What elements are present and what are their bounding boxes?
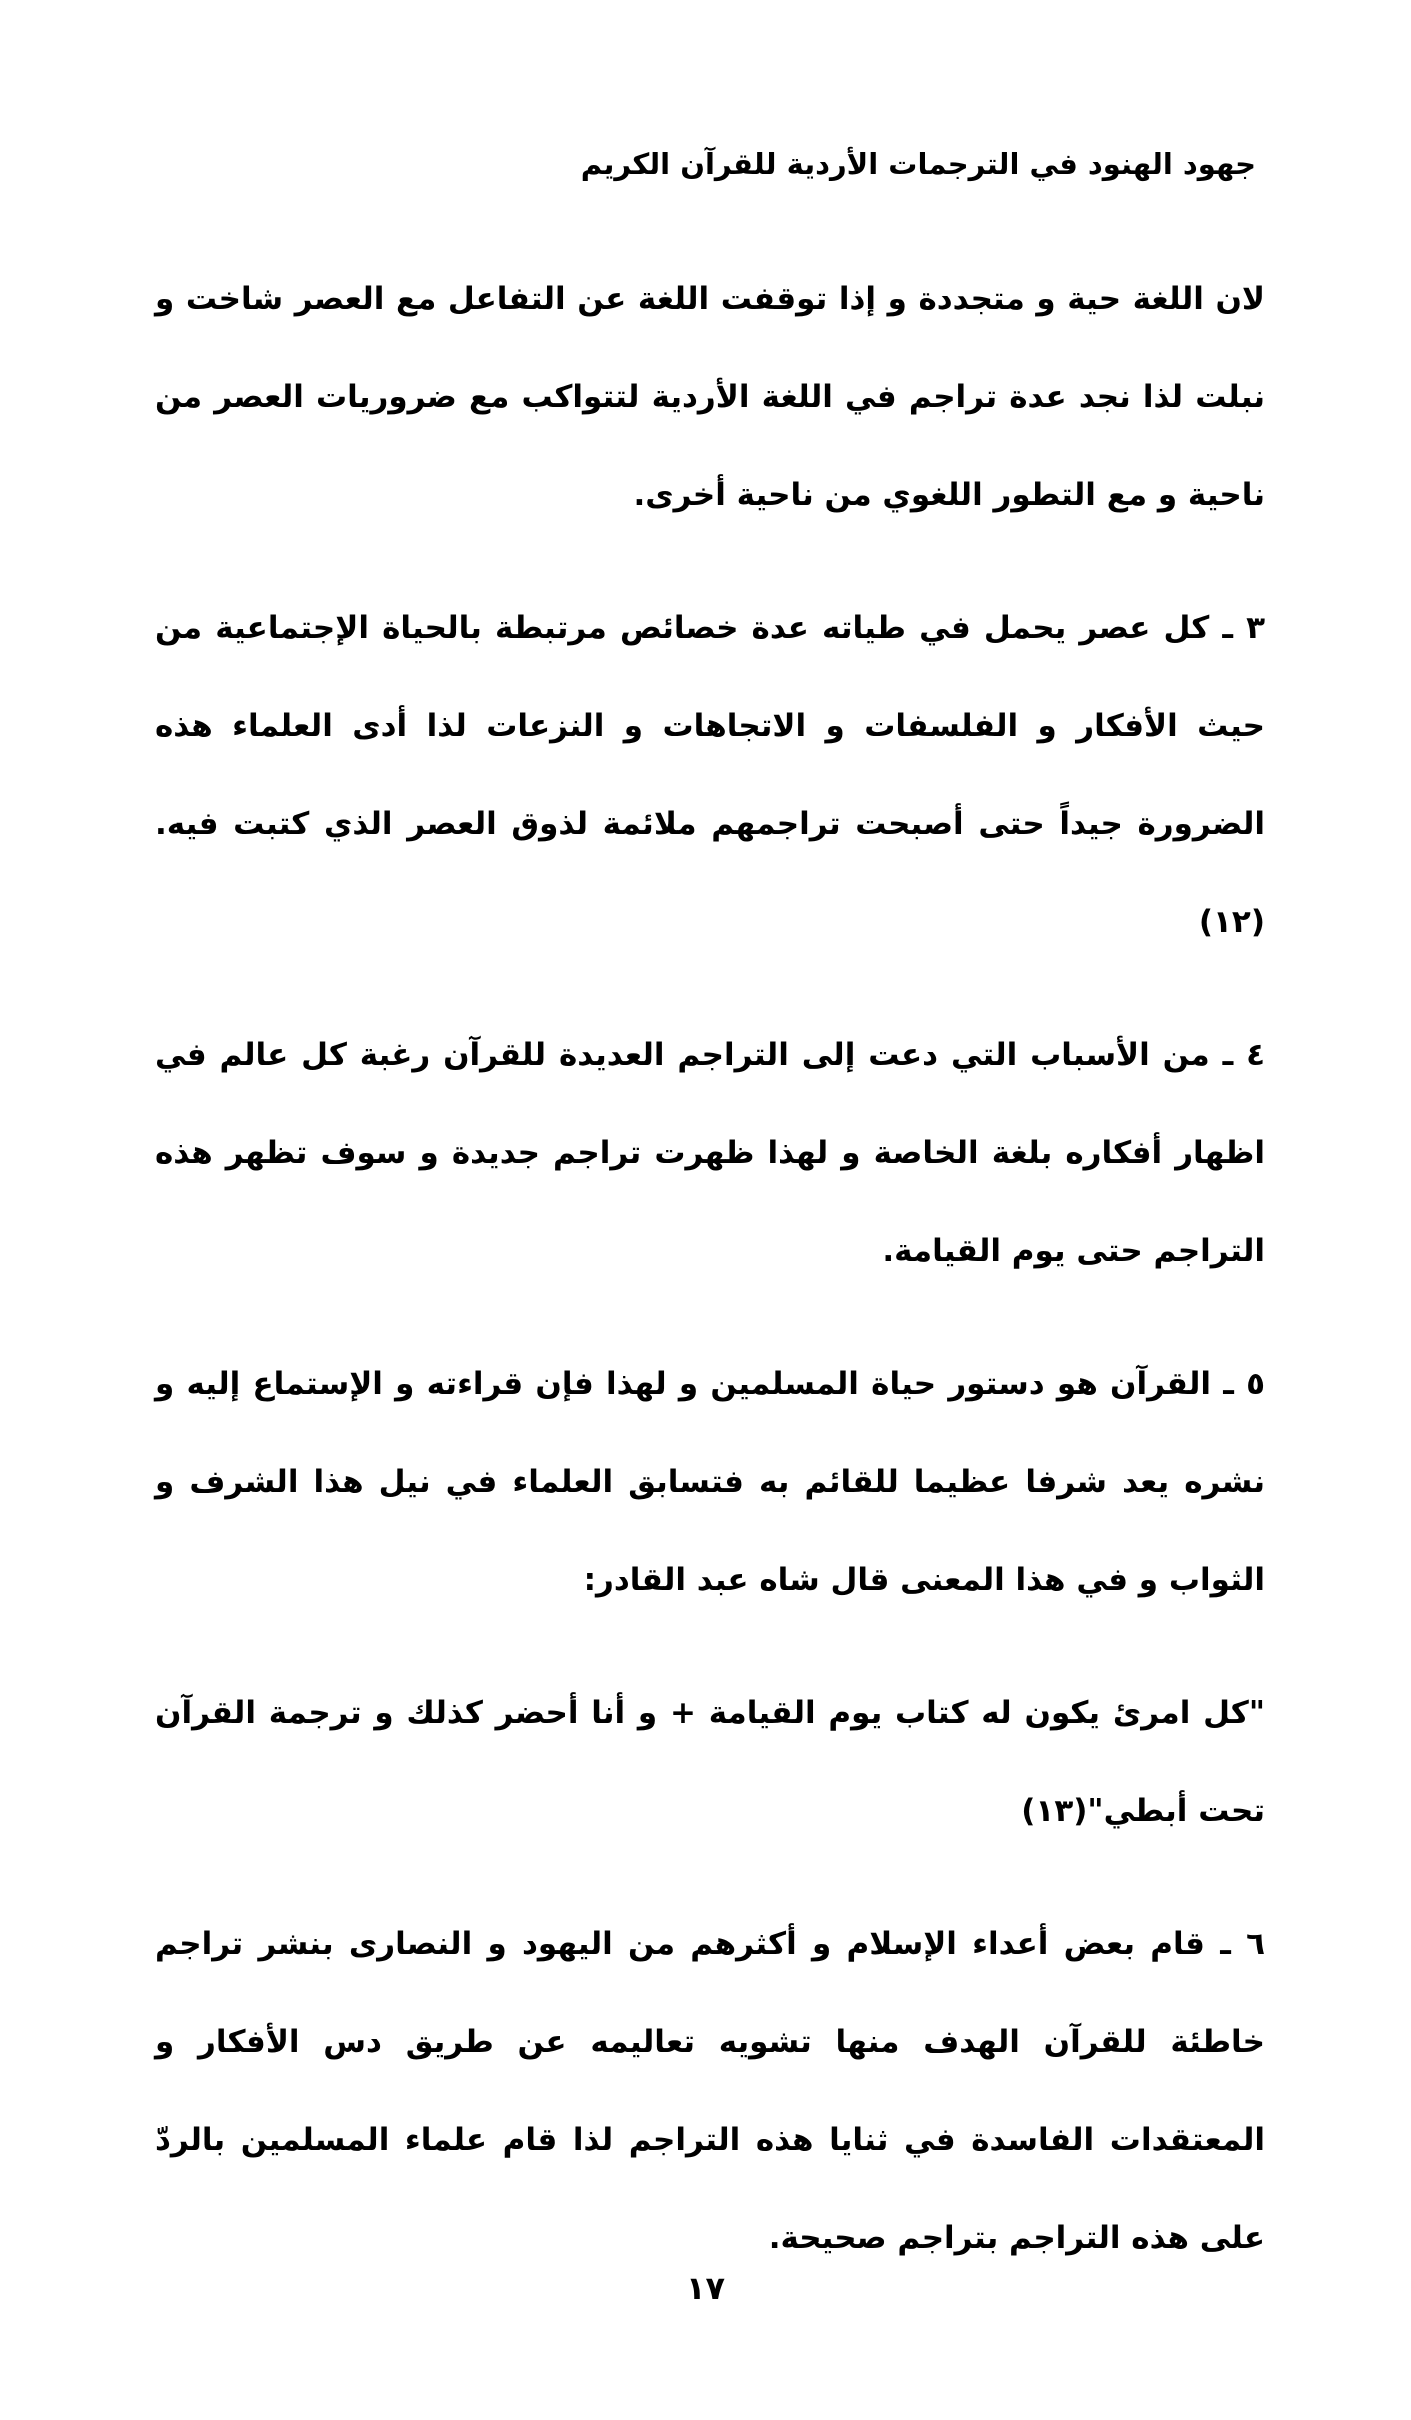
page-number: ١٧: [685, 2269, 726, 2307]
quotation: "كل امرئ يكون له كتاب يوم القيامة + و أنا أحضر كذلك و ترجمة القرآن تحت أبطي"(١٣): [155, 1695, 1265, 1829]
running-header: جهود الهنود في الترجمات الأردية للقرآن الكريم: [580, 147, 1256, 181]
paragraph-point-3: ٣ ـ كل عصر يحمل في طياته عدة خصائص مرتبطة بالحياة الإجتماعية من حيث الأفكار و الفلسفات و الاتجاهات و النزعات لذا أدى العلماء هذه الضرورة جيداً حتى أصبحت تراجمهم ملائمة لذوق العصر الذي كتبت فيه.(١٢): [155, 610, 1265, 940]
paragraph-point-5: ٥ ـ القرآن هو دستور حياة المسلمين و لهذا فإن قراءته و الإستماع إليه و نشره يعد شرفا عظيما للقائم به فتسابق العلماء في نيل هذا الشرف و الثواب و في هذا المعنى قال شاه عبد القادر:: [155, 1366, 1265, 1598]
paragraph-language-evolution: لان اللغة حية و متجددة و إذا توقفت اللغة عن التفاعل مع العصر شاخت و نبلت لذا نجد عدة تراجم في اللغة الأردية لتتواكب مع ضروريات العصر من ناحية و مع التطور اللغوي من ناحية أخرى.: [155, 281, 1265, 513]
paragraph-point-4: ٤ ـ من الأسباب التي دعت إلى التراجم العديدة للقرآن رغبة كل عالم في اظهار أفكاره بلغة الخاصة و لهذا ظهرت تراجم جديدة و سوف تظهر هذه التراجم حتى يوم القيامة.: [155, 1037, 1265, 1269]
paragraph-point-6: ٦ ـ قام بعض أعداء الإسلام و أكثرهم من اليهود و النصارى بنشر تراجم خاطئة للقرآن الهدف منها تشويه تعاليمه عن طريق دس الأفكار و المعتقدات الفاسدة في ثنايا هذه التراجم لذا قام علماء المسلمين بالردّ على هذه التراجم بتراجم صحيحة.: [155, 1926, 1265, 2256]
body-text: [155, 250, 1265, 2322]
